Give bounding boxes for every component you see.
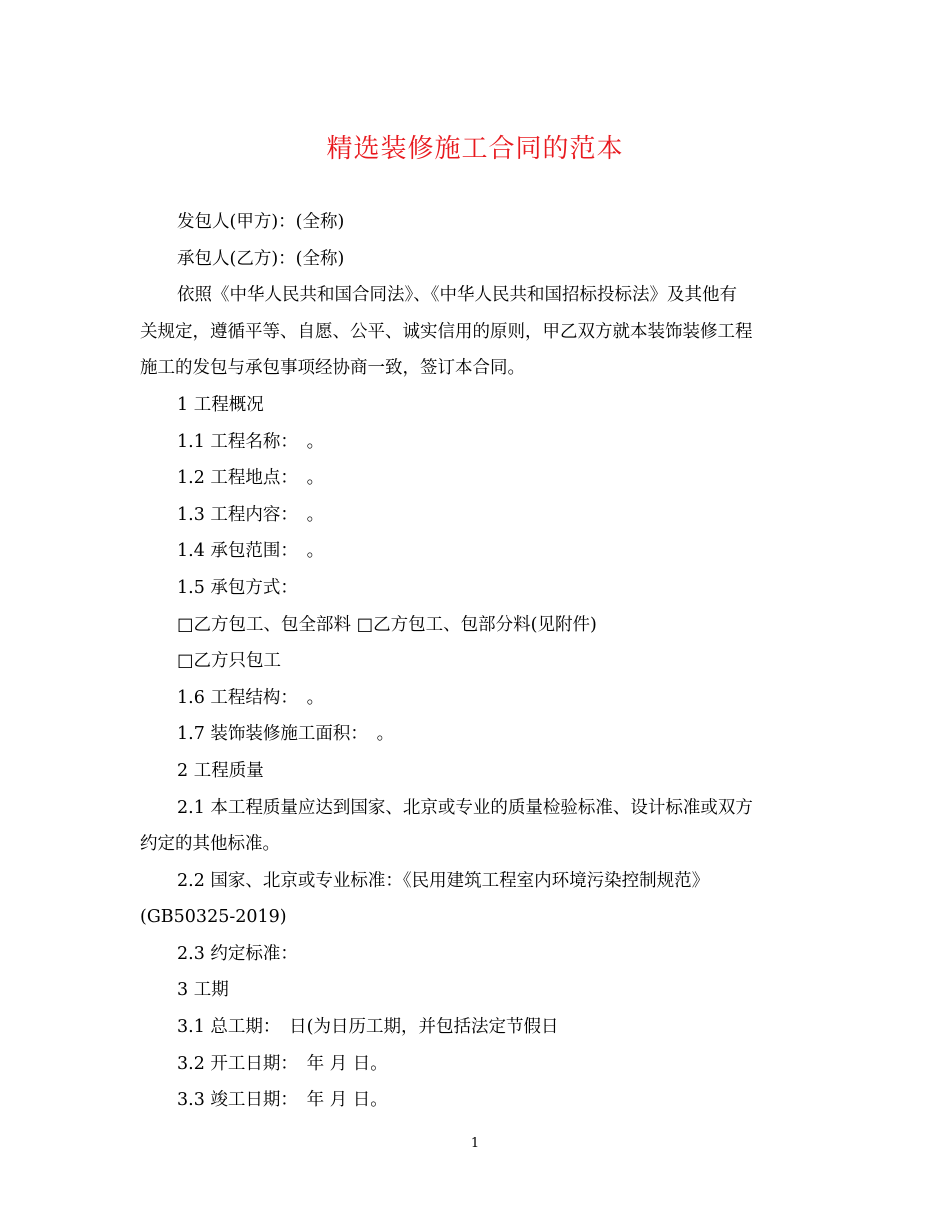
- paragraph-line: 3.2 开工日期： 年 月 日。: [177, 1053, 388, 1074]
- section-heading: 3 工期: [177, 980, 229, 1001]
- paragraph-line: 2.3 约定标准：: [177, 943, 298, 964]
- paragraph-line: 3.3 竣工日期： 年 月 日。: [177, 1090, 388, 1111]
- document-title: 精选装修施工合同的范本: [326, 134, 624, 164]
- paragraph-line: 1.7 装饰装修施工面积： 。: [177, 724, 395, 745]
- paragraph-line: 2.2 国家、北京或专业标准：《民用建筑工程室内环境污染控制规范》: [177, 870, 710, 891]
- paragraph-line: 3.1 总工期： 日(为日历工期，并包括法定节假日: [177, 1017, 559, 1038]
- checkbox-option-line: □乙方包工、包全部料 □乙方包工、包部分料(见附件): [177, 614, 597, 635]
- paragraph-line: 1.5 承包方式：: [177, 577, 298, 598]
- paragraph-line: 1.2 工程地点： 。: [177, 468, 325, 489]
- paragraph-line: 依照《中华人民共和国合同法》、《中华人民共和国招标投标法》及其他有: [177, 285, 737, 306]
- section-heading: 1 工程概况: [177, 394, 264, 415]
- paragraph-line: 关规定，遵循平等、自愿、公平、诚实信用的原则，甲乙双方就本装饰装修工程: [140, 321, 753, 342]
- paragraph-line: 约定的其他标准。: [140, 834, 280, 855]
- section-heading: 2 工程质量: [177, 760, 264, 781]
- paragraph-line: 1.4 承包范围： 。: [177, 541, 325, 562]
- document-body: [140, 204, 820, 1119]
- checkbox-option-line: □乙方只包工: [177, 651, 282, 672]
- paragraph-line: 1.1 工程名称： 。: [177, 431, 325, 452]
- paragraph-line: 发包人(甲方)：(全称): [177, 212, 345, 232]
- paragraph-line: 施工的发包与承包事项经协商一致，签订本合同。: [140, 358, 525, 379]
- page-number: 1: [470, 1136, 480, 1151]
- paragraph-line: 1.3 工程内容： 。: [177, 504, 325, 525]
- paragraph-line: (GB50325-2019): [140, 907, 287, 928]
- paragraph-line: 承包人(乙方)：(全称): [177, 248, 345, 269]
- paragraph-line: 2.1 本工程质量应达到国家、北京或专业的质量检验标准、设计标准或双方: [177, 797, 753, 818]
- paragraph-line: 1.6 工程结构： 。: [177, 687, 325, 708]
